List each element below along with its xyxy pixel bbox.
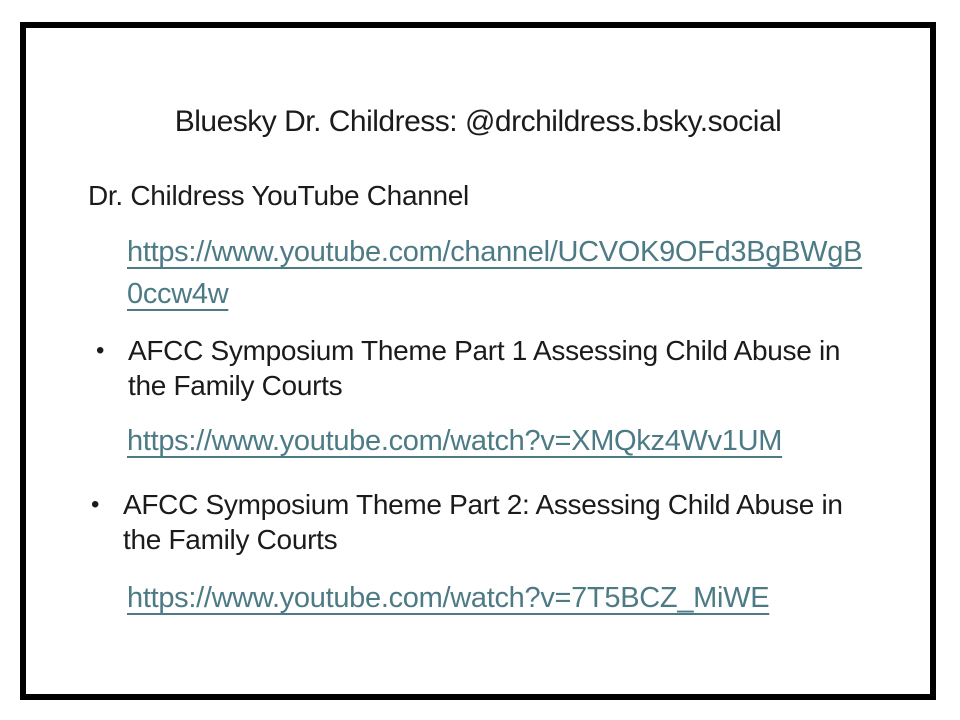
- symposium-part2-link-text: https://www.youtube.com/watch?v=7T5BCZ_MiWE: [127, 582, 770, 614]
- symposium-part1-link[interactable]: [127, 423, 782, 459]
- bullet-2-text: [123, 487, 843, 557]
- bullet-1-line-2: the Family Courts: [128, 370, 343, 401]
- bullet-item-1: [96, 333, 840, 403]
- bullet-1-line-1: AFCC Symposium Theme Part 1 Assessing Child Abuse in: [128, 335, 841, 366]
- bullet-item-2: [91, 487, 843, 557]
- bullet-icon: •: [96, 337, 105, 364]
- channel-link-line-2: 0ccw4w: [127, 278, 229, 310]
- symposium-part2-link[interactable]: [127, 580, 769, 616]
- bullet-icon: •: [91, 491, 100, 518]
- symposium-part1-link-text: https://www.youtube.com/watch?v=XMQkz4Wv1UM: [127, 425, 783, 457]
- channel-link-line-1: https://www.youtube.com/channel/UCVOK9OFd3BgBWgB: [127, 236, 863, 268]
- bullet-2-line-1: AFCC Symposium Theme Part 2: Assessing Child Abuse in: [123, 489, 843, 520]
- bullet-2-line-2: the Family Courts: [123, 524, 338, 555]
- slide-frame: [20, 22, 936, 700]
- channel-link[interactable]: [127, 231, 862, 315]
- channel-heading: Dr. Childress YouTube Channel: [88, 180, 469, 211]
- slide-title: Bluesky Dr. Childress: @drchildress.bsky.social: [174, 105, 782, 138]
- bullet-1-text: [128, 333, 840, 403]
